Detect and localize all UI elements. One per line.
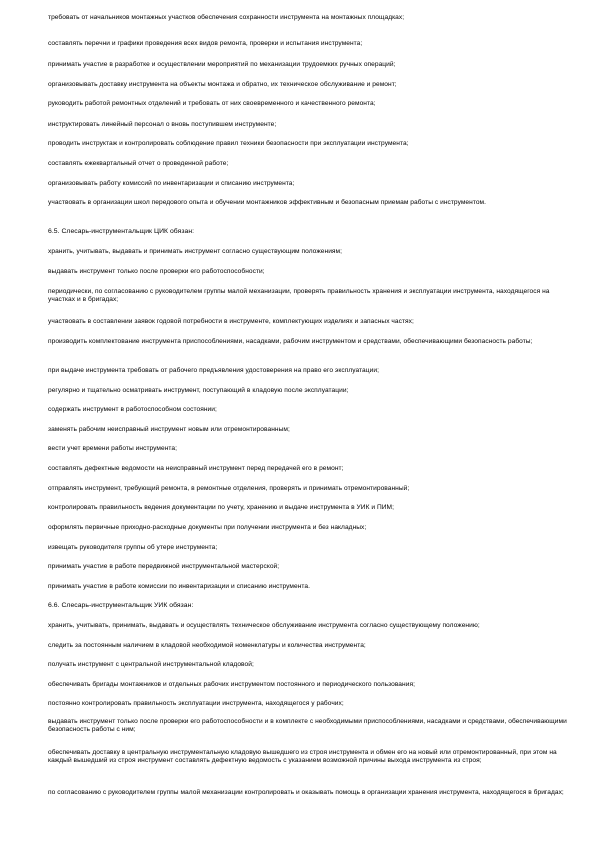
paragraph: контролировать правильность ведения документации по учету, хранению и выдаче инструмента в УИК и ПИМ; [48, 504, 394, 511]
paragraph: участвовать в организации школ передового опыта и обучении монтажников эффективным и безопасным приемам работы с инструментом. [48, 199, 487, 206]
paragraph: обеспечивать бригады монтажников и отдельных рабочих инструментом постоянного и периодического пользования; [48, 681, 415, 688]
paragraph: постоянно контролировать правильность эксплуатации инструмента, находящегося у рабочих; [48, 700, 344, 707]
paragraph: вести учет времени работы инструмента; [48, 445, 178, 452]
paragraph: проводить инструктаж и контролировать соблюдение правил техники безопасности при эксплуатации инструмента; [48, 140, 409, 147]
paragraph: составлять перечни и графики проведения всех видов ремонта, проверки и испытания инструмента; [48, 40, 363, 47]
paragraph: следить за постоянным наличием в кладовой необходимой номенклатуры и количества инструмента; [48, 642, 366, 649]
paragraph: участвовать в составлении заявок годовой потребности в инструменте, комплектующих изделиях и запасных частях; [48, 318, 414, 325]
paragraph: составлять ежеквартальный отчет о проведенной работе; [48, 160, 229, 167]
paragraph: принимать участие в разработке и осуществлении мероприятий по механизации трудоемких ручных операций; [48, 61, 396, 68]
paragraph: руководить работой ремонтных отделений и требовать от них своевременного и качественного ремонта; [48, 100, 376, 107]
paragraph: получать инструмент с центральной инструментальной кладовой; [48, 661, 254, 668]
paragraph: периодически, по согласованию с руководителем группы малой механизации, проверять правильность хранения и эксплуатации инструмента, находящегося на участках и в бригадах; [48, 288, 550, 304]
paragraph: извещать руководителя группы об утере инструмента; [48, 544, 218, 551]
paragraph: по согласованию с руководителем группы малой механизации контролировать и оказывать помощь в организации хранения инструмента, находящегося в бригадах; [48, 789, 564, 796]
paragraph: требовать от начальников монтажных участков обеспечения сохранности инструмента на монтажных площадках; [48, 14, 405, 21]
paragraph: заменять рабочим неисправный инструмент новым или отремонтированным; [48, 426, 290, 433]
section-heading: 6.5. Слесарь-инструментальщик ЦИК обязан: [48, 228, 195, 235]
section-heading: 6.6. Слесарь-инструментальщик УИК обязан: [48, 602, 194, 609]
paragraph: организовывать доставку инструмента на объекты монтажа и обратно, их техническое обслуживание и ремонт; [48, 81, 397, 88]
paragraph: принимать участие в работе передвижной инструментальной мастерской; [48, 563, 280, 570]
paragraph: выдавать инструмент только после проверки его работоспособности; [48, 268, 265, 275]
paragraph: хранить, учитывать, выдавать и принимать инструмент согласно существующим положениям; [48, 248, 343, 255]
paragraph: выдавать инструмент только после проверки его работоспособности и в комплекте с необходимыми приспособлениями, насадками и средствами, обеспечивающими безопасность работы с ним; [48, 718, 567, 734]
paragraph: производить комплектование инструмента приспособлениями, насадками, рабочим инструментом и средствами, обеспечивающими безопасность работы; [48, 338, 533, 345]
paragraph: хранить, учитывать, принимать, выдавать и осуществлять техническое обслуживание инструмента согласно существующему положению; [48, 622, 480, 629]
paragraph: при выдаче инструмента требовать от рабочего предъявления удостоверения на право его эксплуатации; [48, 367, 379, 374]
paragraph: инструктировать линейный персонал о вновь поступившем инструменте; [48, 121, 277, 128]
paragraph: оформлять первичные приходно-расходные документы при получении инструмента и без накладных; [48, 524, 367, 531]
paragraph: отправлять инструмент, требующий ремонта, в ремонтные отделения, проверять и принимать отремонтированный; [48, 485, 410, 492]
paragraph: регулярно и тщательно осматривать инструмент, поступающий в кладовую после эксплуатации; [48, 387, 349, 394]
paragraph: организовывать работу комиссий по инвентаризации и списанию инструмента; [48, 180, 295, 187]
paragraph: содержать инструмент в работоспособном состоянии; [48, 406, 217, 413]
paragraph: составлять дефектные ведомости на неисправный инструмент перед передачей его в ремонт; [48, 465, 344, 472]
paragraph: принимать участие в работе комиссии по инвентаризации и списанию инструмента. [48, 583, 311, 590]
paragraph: обеспечивать доставку в центральную инструментальную кладовую вышедшего из строя инструмента и обмен его на новый или отремонтированный, при этом на каждый вышедший из строя инструмент составлять дефектную ведомость с указанием возможной причины выхода инструмента из строя; [48, 749, 557, 765]
